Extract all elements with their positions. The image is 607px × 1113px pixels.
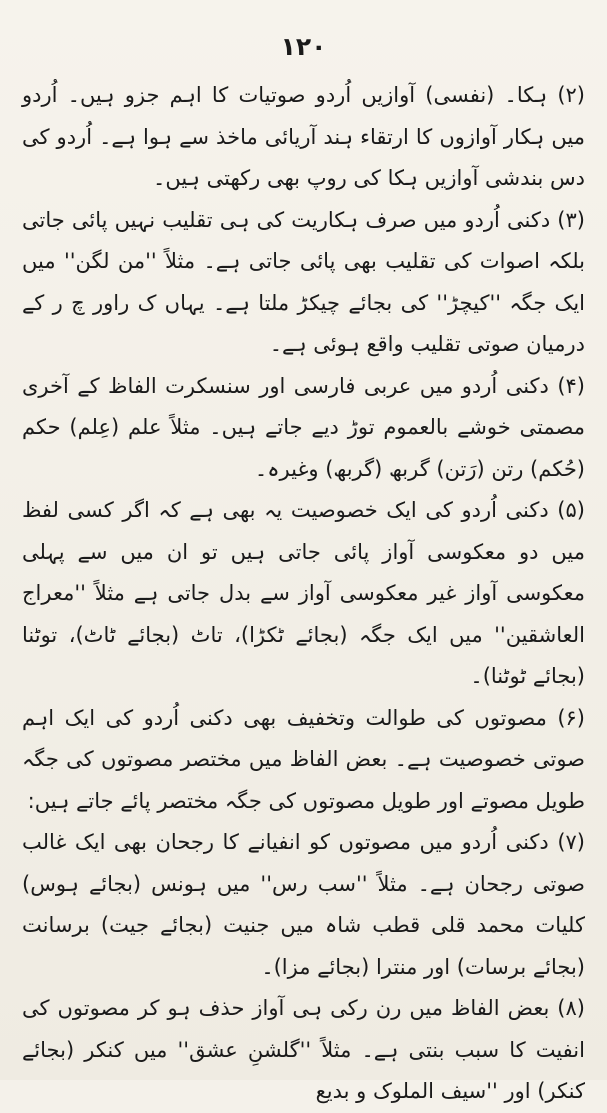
paragraph-3: (۳) دکنی اُردو میں صرف ہکاریت کی ہی تقلیب نہیں پائی جاتی بلکہ اصوات کی تقلیب بھی پائی جاتی ہے۔ مثلاً ''من لگن'' میں ایک جگہ ''کیچڑ'' کی بجائے چیکڑ ملتا ہے۔ یہاں ک راور چ ر کے درمیان صوتی تقلیب واقع ہوئی ہے۔ (22, 207, 585, 356)
body-text (22, 75, 585, 1113)
paragraph-5: (۵) دکنی اُردو کی ایک خصوصیت یہ بھی ہے کہ اگر کسی لفظ میں دو معکوسی آواز پائی جاتی ہیں تو ان میں سے پہلی معکوسی آواز غیر معکوسی آواز سے بدل جاتی ہے مثلاً ''معراج العاشقین'' میں ایک جگہ (بجائے ٹکڑا)، تاٹ (بجائے ٹاٹ)، توٹنا (بجائے ٹوٹنا)۔ (22, 498, 585, 688)
paragraph-6: (۶) مصوتوں کی طوالت وتخفیف بھی دکنی اُردو کی ایک اہم صوتی خصوصیت ہے۔ بعض الفاظ میں مختصر مصوتوں کی جگہ طویل مصوتے اور طویل مصوتوں کی جگہ مختصر پائے جاتے ہیں: (22, 705, 585, 813)
paragraph-8: (۸) بعض الفاظ میں رن رکی ہی آواز حذف ہو کر مصوتوں کی انفیت کا سبب بنتی ہے۔ مثلاً ''گلشنِ عشق'' میں کنکر (بجائے کنکر) اور ''سیف الملوک و بدیع (22, 996, 585, 1103)
paragraph-7: (۷) دکنی اُردو میں مصوتوں کو انفیانے کا رجحان بھی ایک غالب صوتی رجحان ہے۔ مثلاً ''سب رس'' میں ہونس (بجائے ہوس) کلیات محمد قلی قطب شاہ میں جنیت (بجائے جیت) برسانت (بجائے برسات) اور منترا (بجائے مزا)۔ (22, 830, 585, 979)
paragraph-4: (۴) دکنی اُردو میں عربی فارسی اور سنسکرت الفاظ کے آخری مصمتی خوشے بالعموم توڑ دیے جاتے ہیں۔ مثلاً علم (عِلم) حکم (حُکم) رتن (رَتن) گربھ (گربھ) وغیرہ۔ (22, 373, 585, 481)
paragraph-2: (۲) ہکا۔ (نفسی) آوازیں اُردو صوتیات کا اہم جزو ہیں۔ اُردو میں ہکار آوازوں کا ارتقاء ہند آریائی ماخذ سے ہوا ہے۔ اُردو کی دس بندشی آوازیں ہکا کی روپ بھی رکھتی ہیں۔ (22, 83, 585, 190)
page-number: ۱۲۰ (280, 32, 327, 61)
